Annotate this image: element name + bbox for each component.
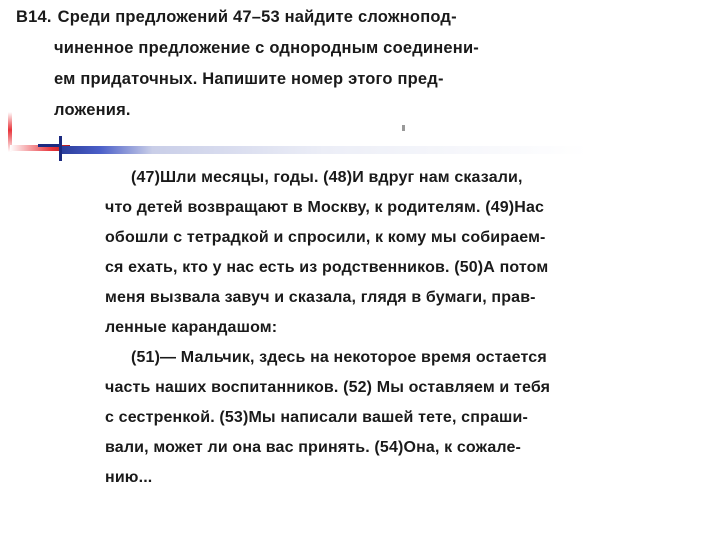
task-text: Среди предложений 47–53 найдите сложнопод-: [57, 8, 457, 26]
task-line-4: ложения.: [54, 101, 131, 119]
passage-line: меня вызвала завуч и сказала, глядя в бумаги, прав-: [105, 289, 536, 306]
passage-line: обошли с тетрадкой и спросили, к кому мы собираем-: [105, 229, 546, 246]
task-number: В14.: [16, 8, 52, 26]
cross-mark-horizontal: [38, 144, 60, 147]
task-line-3: ем придаточных. Напишите номер этого пред-: [54, 70, 444, 88]
passage-line: с сестренкой. (53)Мы написали вашей тете, спраши-: [105, 409, 528, 426]
passage-line: (51)— Мальчик, здесь на некоторое время остается: [131, 349, 547, 366]
passage-block: [105, 163, 585, 493]
passage-line: ленные карандашом:: [105, 319, 278, 336]
passage-line: что детей возвращают в Москву, к родителям. (49)Нас: [105, 199, 545, 216]
task-line-1: [16, 2, 461, 33]
task-line-2: чиненное предложение с однородным соединени-: [54, 39, 479, 57]
cross-mark-vertical: [59, 136, 62, 161]
task-block: [16, 2, 479, 126]
passage-line: нию...: [105, 469, 153, 486]
blue-accent-bar: [60, 146, 720, 154]
passage-line: (47)Шли месяцы, годы. (48)И вдруг нам сказали,: [131, 169, 523, 186]
passage-line: ся ехать, кто у нас есть из родственников. (50)А потом: [105, 259, 549, 276]
passage-line: часть наших воспитанников. (52) Мы оставляем и тебя: [105, 379, 551, 396]
passage-line: вали, может ли она вас принять. (54)Она, к сожале-: [105, 439, 522, 456]
